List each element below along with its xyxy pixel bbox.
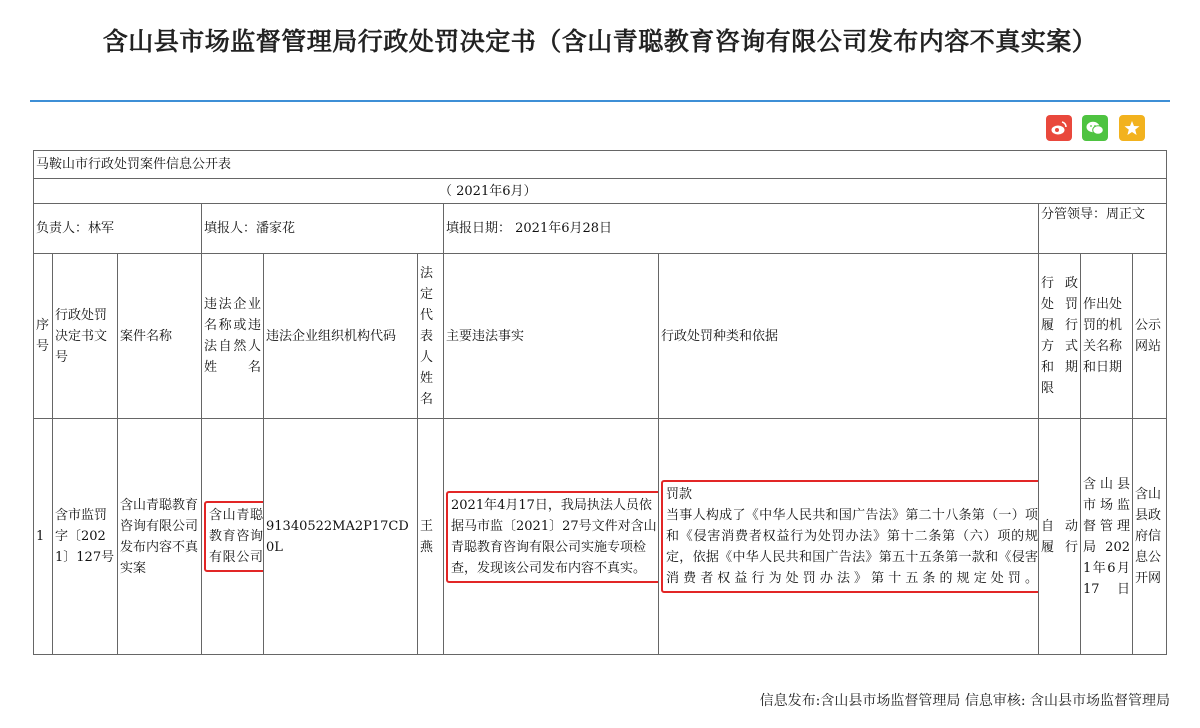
reporter: 填报人：潘家花 [202, 204, 444, 254]
report-period: （ 2021年6月） [34, 179, 1167, 204]
header-facts: 主要违法事实 [444, 254, 659, 419]
table-caption: 马鞍山市行政处罚案件信息公开表 [34, 151, 1167, 179]
case-disclosure-table [33, 150, 1167, 655]
header-violator: 违法企业名称或违法自然人姓名 [202, 254, 264, 419]
violator-highlight: 含山青聪教育咨询有限公司 [204, 501, 264, 572]
cell-seq: 1 [34, 419, 53, 655]
title-divider [30, 100, 1170, 102]
cell-facts [444, 419, 659, 655]
header-decision-no: 行政处罚决定书文号 [53, 254, 118, 419]
cell-case-name: 含山青聪教育咨询有限公司发布内容不真实案 [118, 419, 202, 655]
cell-legal-rep: 王燕 [418, 419, 444, 655]
header-penalty: 行政处罚种类和依据 [659, 254, 1039, 419]
header-website: 公示网站 [1133, 254, 1167, 419]
cell-authority: 含山县市场监督管理局 2021年6月17日 [1081, 419, 1133, 655]
favorite-star-icon[interactable] [1119, 115, 1145, 141]
header-org-code: 违法企业组织机构代码 [264, 254, 418, 419]
responsible-person: 负责人：林军 [34, 204, 202, 254]
info-footer: 信息发布:含山县市场监督管理局 信息审核: 含山县市场监督管理局 [759, 693, 1170, 709]
header-authority: 作出处罚的机关名称和日期 [1081, 254, 1133, 419]
cell-violator [202, 419, 264, 655]
penalty-type: 罚款 [666, 487, 693, 502]
facts-highlight: 2021年4月17日，我局执法人员依据马市监〔2021〕27号文件对含山青聪教育咨询有限公司实施专项检查，发现该公司发布内容不真实。 [446, 491, 659, 583]
cell-org-code: 91340522MA2P17CD0L [264, 419, 418, 655]
header-seq: 序号 [34, 254, 53, 419]
header-legal-rep: 法定代表人姓名 [418, 254, 444, 419]
report-date: 填报日期： 2021年6月28日 [444, 204, 1039, 254]
weibo-icon[interactable] [1046, 115, 1072, 141]
penalty-highlight [661, 480, 1039, 593]
cell-penalty [659, 419, 1039, 655]
wechat-icon[interactable] [1082, 115, 1108, 141]
penalty-basis: 当事人构成了《中华人民共和国广告法》第二十八条第（一）项和《侵害消费者权益行为处罚办法》第十二条第（六）项的规定，依据《中华人民共和国广告法》第五十五条第一款和《侵害消费者权益行为处罚办法》第十五条的规定处罚。 [666, 508, 1038, 586]
page-title: 含山县市场监督管理局行政处罚决定书（含山青聪教育咨询有限公司发布内容不真实案） [102, 27, 1098, 56]
cell-website: 含山县政府信息公开网 [1133, 419, 1167, 655]
supervisor: 分管领导：周正文 [1039, 204, 1167, 254]
header-execution: 行政处罚履行方式和期限 [1039, 254, 1081, 419]
cell-execution: 自动履行 [1039, 419, 1081, 655]
cell-decision-no: 含市监罚字〔2021〕127号 [53, 419, 118, 655]
header-case-name: 案件名称 [118, 254, 202, 419]
